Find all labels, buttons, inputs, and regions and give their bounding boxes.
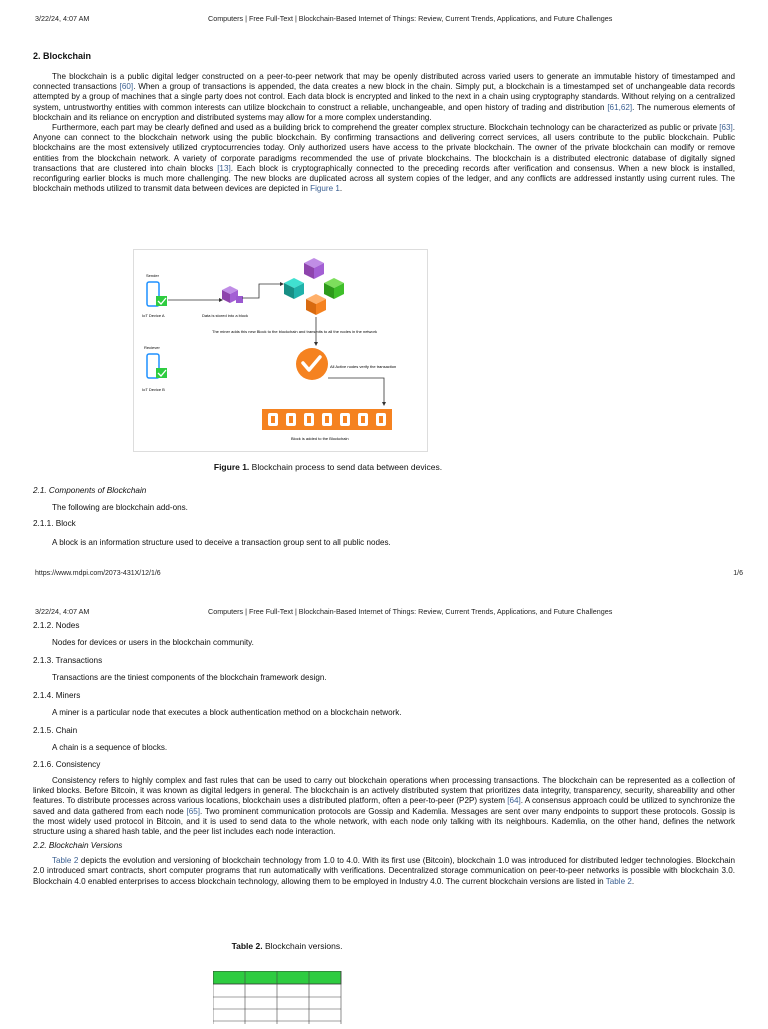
text: depicts the evolution and versioning of blockchain technology from 1.0 to 4.0. With its first use (Bitcoin), blockchain 1.0 was introduced for distributed ledger technologies. Blockchain 2.0 introduced smart contracts, short computer programs that run automatically with verifications. Decentralized storage communication on peer-to-peer networks is possible with blockchain 3.0. Blockchain 4.0 enabled enterprises to access blockchain technology, allowing them to be employed in Industry 4.0. The current blockchain versions are listed in (33, 856, 735, 886)
subsection-heading: 2.1.1. Block (33, 519, 76, 528)
text: . The numerous elements of blockchain and its reliance on encryption and distributed systems may allow for a more complex understanding. (33, 102, 735, 122)
paragraph (33, 123, 735, 194)
text: . (339, 184, 343, 194)
page-2-content (33, 621, 735, 887)
subsection-heading: 2.1.2. Nodes (33, 621, 80, 630)
paragraph (33, 72, 735, 123)
citation-link[interactable]: [13] (217, 163, 231, 173)
paragraph: A block is an information structure used to deceive a transaction group sent to all public nodes. (52, 538, 391, 547)
caption-label: Table 2. (231, 941, 263, 951)
added-label: Block is added to the Blockchain (291, 436, 349, 441)
text: . A consensus approach could be utilized to synchronize the saved and data gathered from each node (33, 796, 736, 816)
text: . Anyone can connect to the blockchain network using the public blockchain. By confirming transactions and delivering correct services, all users contribute to the public blockchain. Public blockchains are the most extensively utilized cryptocurrencies today. Only authorized users have access to the private blockchain. The owner of the private blockchain can modify or remove entities from the blockchain network. A variety of corporate paradigms recommended the use of private blockchains. The blockchain is a distributed electronic database of digitally signed transactions that are clustered into chain blocks (33, 123, 735, 173)
subsection-heading: 2.2. Blockchain Versions (33, 841, 123, 851)
verify-check-icon (296, 348, 328, 380)
paragraph: The following are blockchain add-ons. (52, 503, 188, 512)
text: Furthermore, each part may be clearly defined and used as a building brick to comprehend the greater complex structure. Blockchain technology can be characterized as public or private (52, 123, 720, 133)
sender-label: Sender (146, 273, 159, 278)
paragraph: Nodes for devices or users in the blockchain community. (52, 638, 254, 647)
subsection-heading: 2.1.5. Chain (33, 726, 78, 735)
subsection-components (33, 486, 735, 547)
blockchain-nodes-icon (284, 258, 344, 315)
footer-url: https://www.mdpi.com/2073-431X/12/1/6 (35, 570, 161, 577)
verify-label: All Active nodes verify the transaction (330, 364, 397, 369)
header-date: 3/22/24, 4:07 AM (35, 607, 90, 616)
figure-caption (0, 462, 656, 472)
miner-label: The miner adds this new Block to the blockchain and transmits to all the nodes in the network (212, 329, 377, 334)
header-title: Computers | Free Full-Text | Blockchain-Based Internet of Things: Review, Current Trends, Applications, and Future Challenges (208, 14, 613, 23)
footer-page: 1/6 (733, 570, 743, 577)
caption-label: Figure 1. (213, 462, 250, 472)
citation-link[interactable]: [64] (507, 796, 521, 806)
section-blockchain (33, 51, 735, 194)
stored-label: Data is stored into a block (202, 313, 249, 318)
figure-1-diagram (133, 249, 428, 452)
data-block-icon (222, 286, 243, 303)
section-heading: 2. Blockchain (33, 51, 92, 61)
citation-link[interactable]: [65] (186, 806, 201, 816)
table-2 (213, 971, 343, 1029)
paragraph: A chain is a sequence of blocks. (52, 743, 168, 752)
text: . (631, 876, 635, 886)
figure-link[interactable]: Figure 1 (310, 184, 340, 194)
text: . Two prominent communication protocols are Gossip and Kademlia. Messages are sent over many endpoints to support these protocols. Gossip is the most widely used protocol in Bitcoin, and it is used to send data to the whole network, with each node only talking with its neighbours. Kademlia, on the other hand, defines the network structure using a shared hash table, and the peer list includes each node interaction. (33, 806, 735, 837)
subsection-heading: 2.1.3. Transactions (33, 656, 103, 665)
receiver-label: Reciever (144, 345, 160, 350)
citation-link[interactable]: [63] (719, 123, 733, 133)
header-title: Computers | Free Full-Text | Blockchain-Based Internet of Things: Review, Current Trends, Applications, and Future Challenges (208, 607, 613, 616)
phone-a-icon (147, 282, 167, 306)
text: The blockchain is a public digital ledger constructed on a peer-to-peer network that may be openly distributed across varied users to generate an immutable history of timestamped and connected transactions (33, 72, 735, 92)
table-link[interactable]: Table 2 (605, 876, 632, 886)
caption-text: Blockchain versions. (262, 941, 343, 951)
subsection-heading: 2.1.4. Miners (33, 691, 81, 700)
table-link[interactable]: Table 2 (52, 856, 79, 866)
paragraph: A miner is a particular node that executes a block authentication method on a blockchain network. (52, 708, 402, 717)
citation-link[interactable]: [61,62] (607, 102, 633, 112)
citation-link[interactable]: [60] (119, 82, 134, 92)
paragraph (33, 856, 735, 887)
text: . When a group of transactions is appended, the data creates a new block in the chain. Simply put, a blockchain is a timestamped set of unchangeable data records attempted by a group of machines that a single party does not control. Each data block is encrypted and linked to the next in a chain using cryptography standards. Without relying on a centralized system, untrustworthy entities with common interests can utilize blockchain to construct a reliable, unchangeable, and open history of trading and distribution (33, 82, 735, 112)
device-a-label: IoT Device A (142, 313, 165, 318)
text: . Each block is cryptographically connected to the preceding records after verification and consensus. When a new block is installed, reconfiguring earlier blocks is much more challenging. The new blocks are duplicated across all system copies of the ledger, and any conflicts are addressed instantly using current rules. The blockchain methods utilized to transmit data between devices are depicted in (33, 163, 735, 194)
paragraph: Transactions are the tiniest components of the blockchain framework design. (52, 673, 327, 682)
device-b-label: IoT Device B (142, 387, 165, 392)
header-date: 3/22/24, 4:07 AM (35, 14, 90, 23)
phone-b-icon (147, 354, 167, 378)
table-caption (0, 941, 574, 951)
caption-text: Blockchain process to send data between devices. (249, 462, 443, 472)
text: Consistency refers to highly complex and fast rules that can be used to carry out blockchain operations when processing transactions. The blockchain can be represented as a collection of linked blocks. Before Bitcoin, it was known as digital ledgers in general. The blockchain is an actively distributed system that prioritizes data integrity, transparency, security, shareability and other features. To distribute processes across various locations, blockchain uses a distributed platform, often a peer-to-peer (P2P) system (33, 776, 735, 806)
paragraph (33, 776, 735, 837)
subsection-heading: 2.1.6. Consistency (33, 760, 101, 769)
subsection-heading: 2.1. Components of Blockchain (33, 486, 147, 495)
chain-icon (262, 409, 392, 430)
